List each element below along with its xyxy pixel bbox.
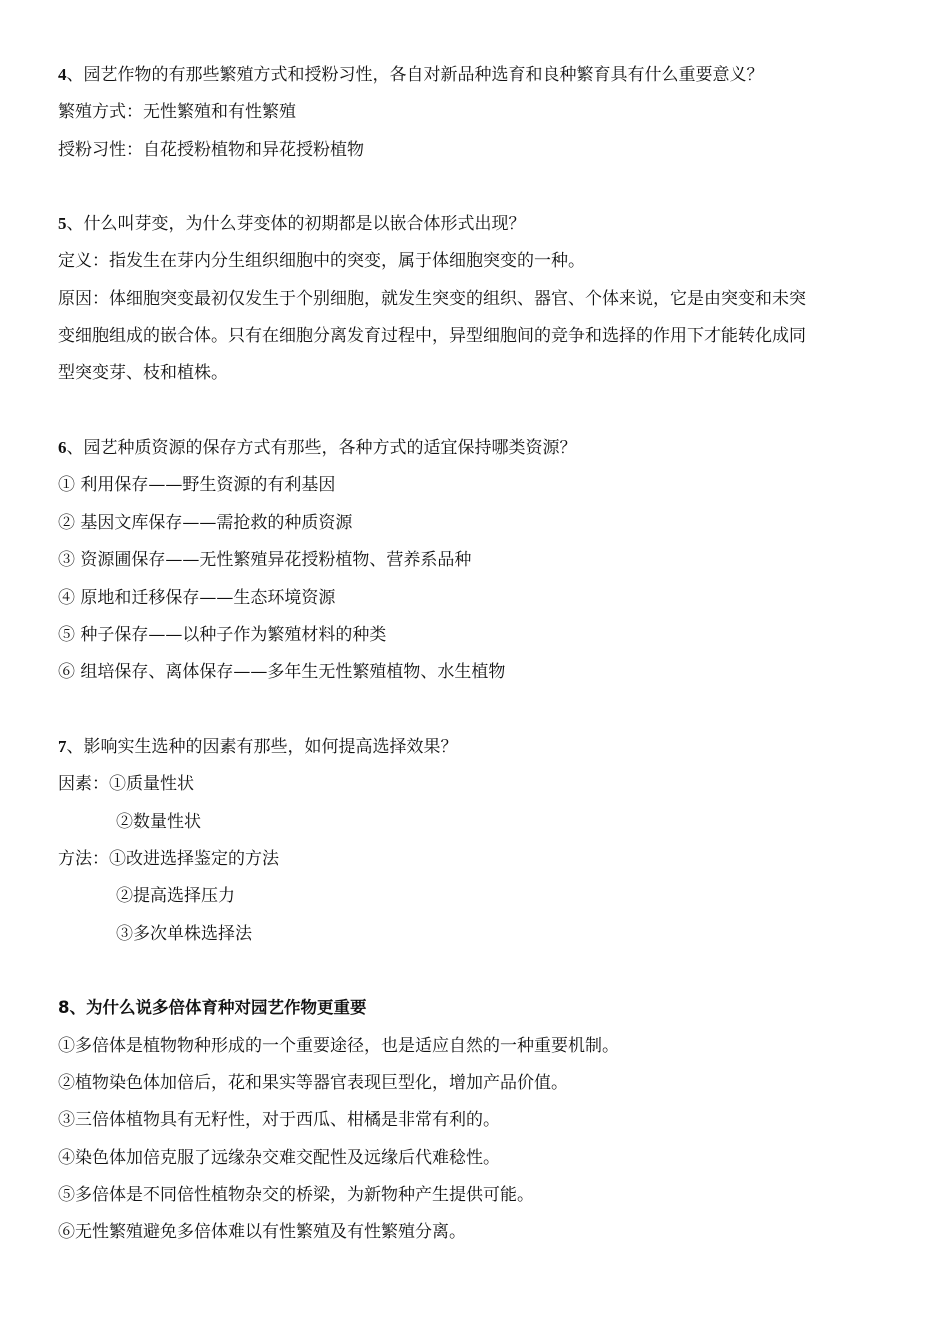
q8-item-1: ①多倍体是植物物种形成的一个重要途径，也是适应自然的一种重要机制。 xyxy=(58,1036,619,1056)
q7-factors-1: 因素：①质量性状 xyxy=(58,774,194,794)
question-4-number: 4 xyxy=(58,65,67,84)
question-6-title: 6、园艺种质资源的保存方式有那些，各种方式的适宜保持哪类资源？ xyxy=(58,438,577,458)
q7-factors-2: ②数量性状 xyxy=(116,812,201,832)
q5-line-2: 原因：体细胞突变最初仅发生于个别细胞，就发生突变的组织、器官、个体来说，它是由突变和未突 xyxy=(58,289,806,309)
q7-methods-2: ②提高选择压力 xyxy=(116,886,235,906)
question-7-number: 7 xyxy=(58,737,67,756)
q8-item-6: ⑥无性繁殖避免多倍体难以有性繁殖及有性繁殖分离。 xyxy=(58,1222,466,1242)
question-5-number: 5 xyxy=(58,214,67,233)
q5-line-3: 变细胞组成的嵌合体。只有在细胞分离发育过程中，异型细胞间的竞争和选择的作用下才能转化成同 xyxy=(58,326,806,346)
question-8-title: 8、为什么说多倍体育种对园艺作物更重要 xyxy=(58,998,367,1017)
q8-item-4: ④染色体加倍克服了远缘杂交难交配性及远缘后代难稔性。 xyxy=(58,1148,500,1168)
q6-item-2: ② 基因文库保存——需抢救的种质资源 xyxy=(58,513,353,533)
q8-item-3: ③三倍体植物具有无籽性，对于西瓜、柑橘是非常有利的。 xyxy=(58,1110,500,1130)
q8-item-5: ⑤多倍体是不同倍性植物杂交的桥梁，为新物种产生提供可能。 xyxy=(58,1185,534,1205)
q6-item-6: ⑥ 组培保存、离体保存——多年生无性繁殖植物、水生植物 xyxy=(58,662,506,682)
q5-line-1: 定义：指发生在芽内分生组织细胞中的突变，属于体细胞突变的一种。 xyxy=(58,251,585,271)
q4-line-2: 授粉习性：自花授粉植物和异花授粉植物 xyxy=(58,140,364,160)
question-4-title: 4、园艺作物的有那些繁殖方式和授粉习性，各自对新品种选育和良种繁育具有什么重要意义？ xyxy=(58,65,764,85)
q6-item-1: ① 利用保存——野生资源的有利基因 xyxy=(58,475,336,495)
q6-item-3: ③ 资源圃保存——无性繁殖异花授粉植物、营养系品种 xyxy=(58,550,472,570)
q7-methods-1: 方法：①改进选择鉴定的方法 xyxy=(58,849,279,869)
question-7-title: 7、影响实生选种的因素有那些，如何提高选择效果？ xyxy=(58,737,458,757)
q8-item-2: ②植物染色体加倍后，花和果实等器官表现巨型化，增加产品价值。 xyxy=(58,1073,568,1093)
q6-item-4: ④ 原地和迁移保存——生态环境资源 xyxy=(58,588,336,608)
q5-line-4: 型突变芽、枝和植株。 xyxy=(58,363,228,383)
q4-line-1: 繁殖方式：无性繁殖和有性繁殖 xyxy=(58,102,296,122)
q7-methods-3: ③多次单株选择法 xyxy=(116,924,252,944)
q6-item-5: ⑤ 种子保存——以种子作为繁殖材料的种类 xyxy=(58,625,387,645)
question-5-title: 5、什么叫芽变，为什么芽变体的初期都是以嵌合体形式出现？ xyxy=(58,214,526,234)
question-6-number: 6 xyxy=(58,438,67,457)
